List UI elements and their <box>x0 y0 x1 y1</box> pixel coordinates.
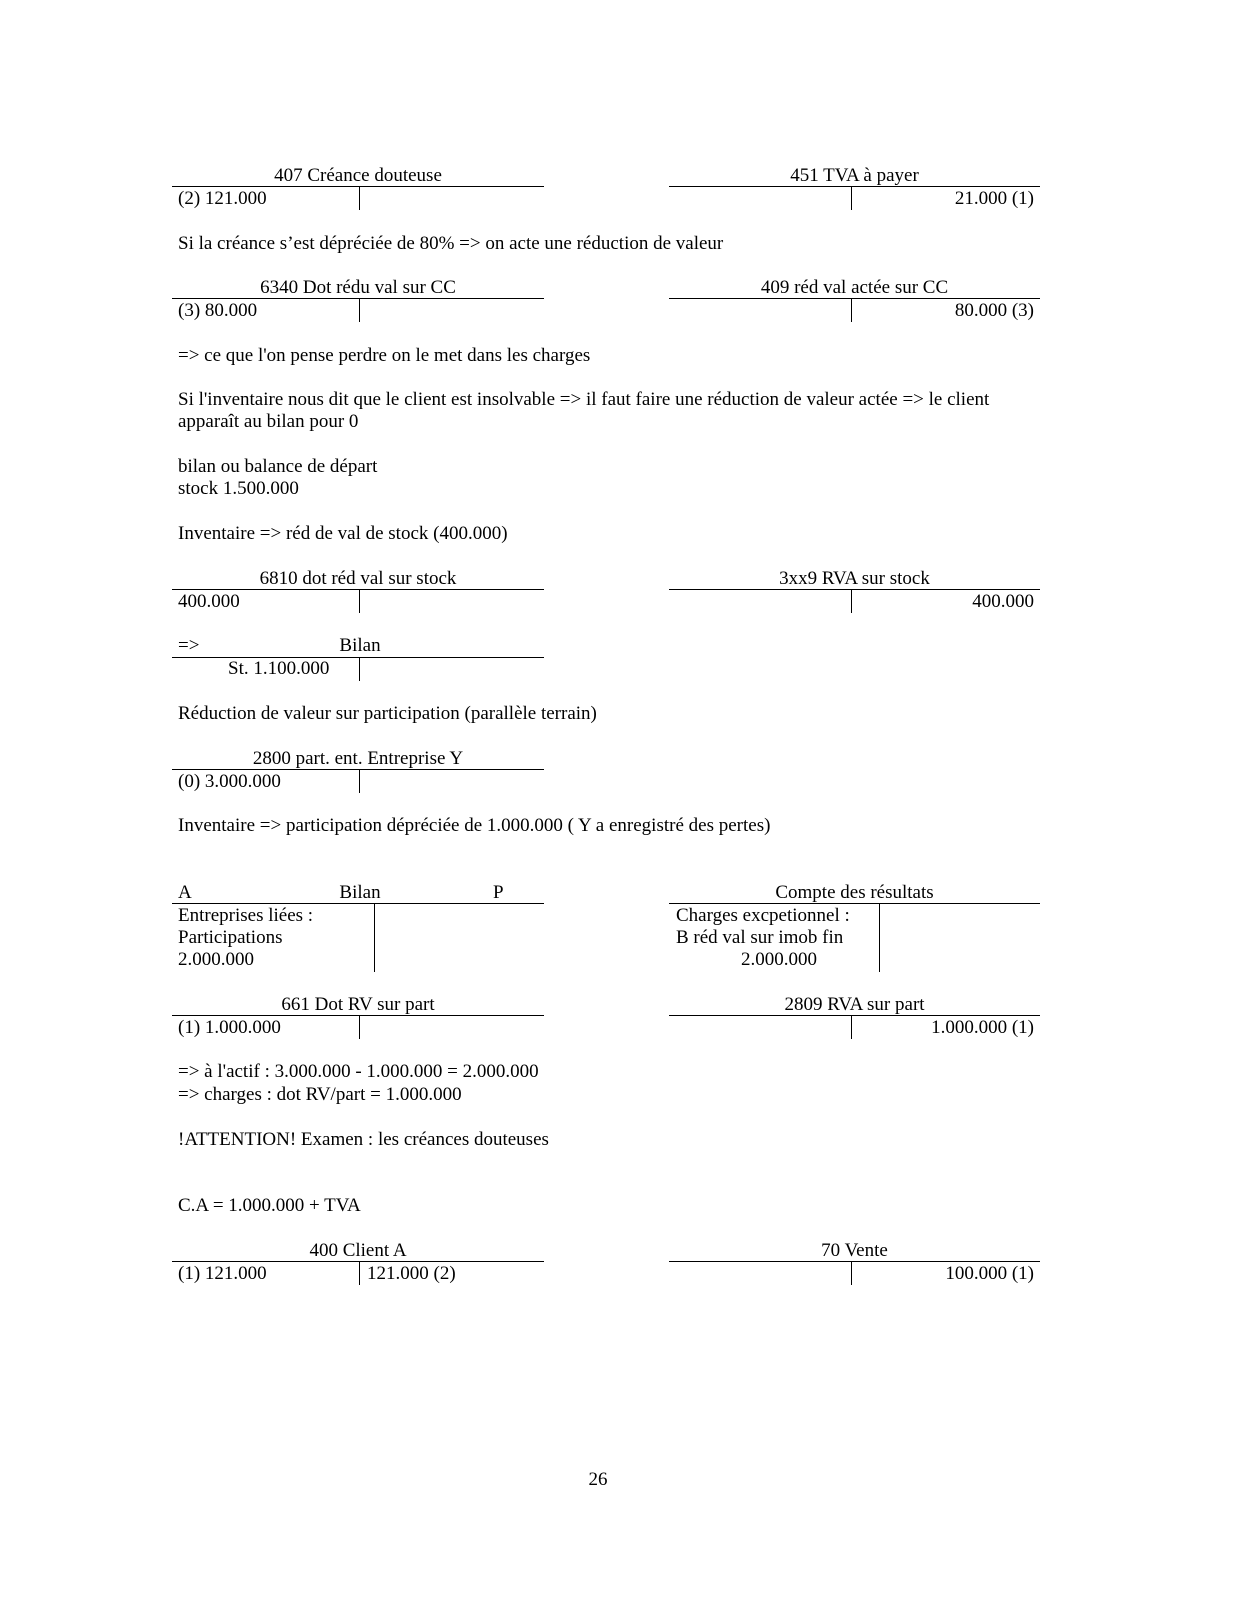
tacc-bilan-stock-arrow: => <box>178 635 200 656</box>
tacc-70-vline <box>851 1262 852 1285</box>
tacc-70-title: 70 Vente <box>821 1240 888 1261</box>
tacc-bilan-stock-vline <box>359 658 360 681</box>
compte-resultats-line: B réd val sur imob fin <box>676 927 844 948</box>
tacc-bilan-stock-title: Bilan <box>339 635 381 656</box>
para-depreciation: Si la créance s’est dépréciée de 80% => on acte une réduction de valeur <box>178 233 724 254</box>
bilan-ap-left-label: A <box>178 882 192 903</box>
tacc-407-hline <box>172 186 544 187</box>
tacc-661-debit: (1) 1.000.000 <box>178 1017 281 1038</box>
tacc-2809-credit: 1.000.000 (1) <box>931 1017 1034 1038</box>
para-inventaire-part: Inventaire => participation dépréciée de 1.000.000 ( Y a enregistré des pertes) <box>178 815 771 836</box>
tacc-400-hline <box>172 1261 544 1262</box>
para-bilan-line2: stock 1.500.000 <box>178 478 299 499</box>
tacc-451-credit: 21.000 (1) <box>954 188 1034 209</box>
compte-resultats-line: 2.000.000 <box>741 949 817 970</box>
page-number: 26 <box>588 1469 608 1490</box>
tacc-661-title: 661 Dot RV sur part <box>281 994 435 1015</box>
compte-resultats-line: Charges excpetionnel : <box>676 905 850 926</box>
tacc-2800-debit: (0) 3.000.000 <box>178 771 281 792</box>
tacc-400-debit: (1) 121.000 <box>178 1263 267 1284</box>
bilan-ap-line: 2.000.000 <box>178 949 254 970</box>
tacc-6810-vline <box>359 590 360 613</box>
tacc-407-debit: (2) 121.000 <box>178 188 267 209</box>
tacc-451-vline <box>851 187 852 210</box>
bilan-ap-title: Bilan <box>339 882 381 903</box>
tacc-2800-hline <box>172 769 544 770</box>
tacc-451-title: 451 TVA à payer <box>790 165 919 186</box>
tacc-409-title: 409 réd val actée sur CC <box>760 277 949 298</box>
tacc-451-hline <box>669 186 1040 187</box>
tacc-3xx9-credit: 400.000 <box>972 591 1034 612</box>
tacc-6340-title: 6340 Dot rédu val sur CC <box>260 277 456 298</box>
tacc-407-vline <box>359 187 360 210</box>
tacc-661-vline <box>359 1016 360 1039</box>
tacc-400-vline <box>359 1262 360 1285</box>
tacc-661-hline <box>172 1015 544 1016</box>
tacc-3xx9-vline <box>851 590 852 613</box>
compte-resultats-title: Compte des résultats <box>775 882 934 903</box>
tacc-400-credit: 121.000 (2) <box>367 1263 456 1284</box>
tacc-3xx9-title: 3xx9 RVA sur stock <box>779 568 930 589</box>
tacc-409-vline <box>851 299 852 322</box>
para-insolvable-line2: apparaît au bilan pour 0 <box>178 411 359 432</box>
tacc-2809-title: 2809 RVA sur part <box>784 994 925 1015</box>
para-participation: Réduction de valeur sur participation (parallèle terrain) <box>178 703 597 724</box>
tacc-6810-title: 6810 dot réd val sur stock <box>259 568 457 589</box>
bilan-ap-line: Entreprises liées : <box>178 905 314 926</box>
bilan-ap-hline <box>172 903 544 904</box>
para-inventaire-stock: Inventaire => réd de val de stock (400.000) <box>178 523 508 544</box>
bilan-ap-right-label: P <box>493 882 504 903</box>
bilan-ap-vline <box>374 904 375 972</box>
tacc-6810-debit: 400.000 <box>178 591 240 612</box>
para-actif-line1: => à l'actif : 3.000.000 - 1.000.000 = 2.000.000 <box>178 1061 539 1082</box>
tacc-400-title: 400 Client A <box>309 1240 407 1261</box>
tacc-6340-hline <box>172 298 544 299</box>
tacc-6340-debit: (3) 80.000 <box>178 300 258 321</box>
tacc-2809-hline <box>669 1015 1040 1016</box>
compte-resultats-vline <box>879 904 880 972</box>
tacc-2800-title: 2800 part. ent. Entreprise Y <box>252 748 464 769</box>
tacc-70-credit: 100.000 (1) <box>945 1263 1034 1284</box>
tacc-bilan-stock-debit: St. 1.100.000 <box>228 658 330 679</box>
tacc-6810-hline <box>172 589 544 590</box>
tacc-2800-vline <box>359 770 360 793</box>
tacc-407-title: 407 Créance douteuse <box>274 165 442 186</box>
tacc-409-hline <box>669 298 1040 299</box>
para-ca: C.A = 1.000.000 + TVA <box>178 1195 361 1216</box>
tacc-2809-vline <box>851 1016 852 1039</box>
para-charges: => ce que l'on pense perdre on le met dans les charges <box>178 345 591 366</box>
tacc-409-credit: 80.000 (3) <box>954 300 1034 321</box>
tacc-70-hline <box>669 1261 1040 1262</box>
compte-resultats-hline <box>669 903 1040 904</box>
para-attention: !ATTENTION! Examen : les créances douteuses <box>178 1129 549 1150</box>
para-actif-line2: => charges : dot RV/part = 1.000.000 <box>178 1084 462 1105</box>
bilan-ap-line: Participations <box>178 927 283 948</box>
tacc-6340-vline <box>359 299 360 322</box>
tacc-3xx9-hline <box>669 589 1040 590</box>
para-insolvable-line1: Si l'inventaire nous dit que le client est insolvable => il faut faire une réduction de valeur actée => le client <box>178 389 990 410</box>
para-bilan-line1: bilan ou balance de départ <box>178 456 378 477</box>
